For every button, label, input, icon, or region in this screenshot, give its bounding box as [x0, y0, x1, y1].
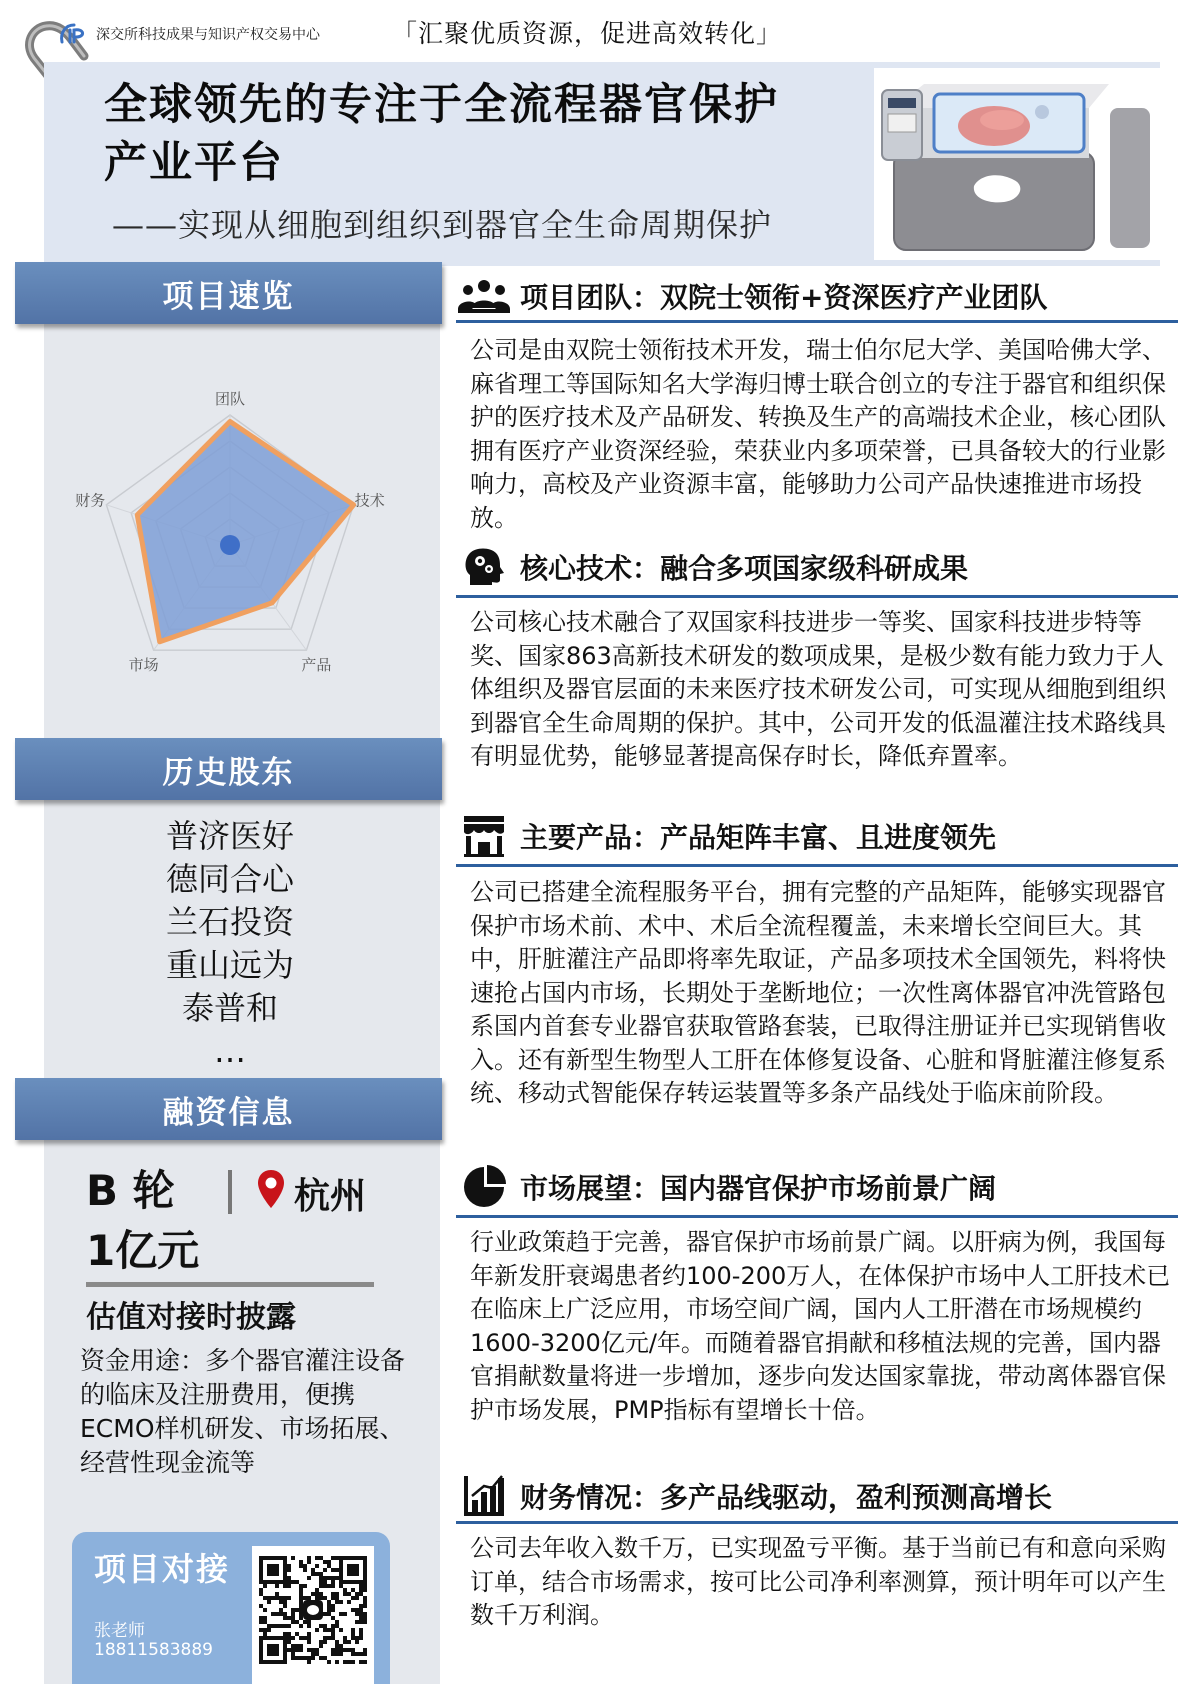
- shareholder-item: 重山远为: [165, 946, 294, 984]
- shareholder-more: …: [214, 1032, 246, 1070]
- section-underline: [456, 1521, 1178, 1524]
- section-body: 行业政策趋于完善，器官保护市场前景广阔。以肝病为例，我国每年新发肝衰竭患者约100-200万人，在体保护市场中人工肝技术已在临床上广泛应用，市场空间广阔，国内人工肝潜在市场规模约1600-3200亿元/年。而随着器官捐献和移植法规的完善，国内器官捐献数量将进一步增加，逐步向发达国家靠拢，带动离体器官保护市场发展，PMP指标有望增长十倍。: [470, 1228, 1171, 1424]
- qr-code-icon: [255, 1550, 371, 1680]
- team-icon: [456, 274, 512, 318]
- section-finance-header: [456, 1472, 1176, 1520]
- location-city: 杭州: [294, 1176, 367, 1217]
- shareholder-item: 泰普和: [181, 989, 278, 1027]
- hero-banner: [44, 62, 1160, 266]
- bar-chart-icon: [456, 1474, 512, 1518]
- section-underline: [456, 1215, 1178, 1218]
- financing-ribbon: 融资信息: [15, 1078, 442, 1140]
- org-name: 深交所科技成果与知识产权交易中心: [96, 27, 320, 43]
- fund-use: 资金用途：多个器官灌注设备的临床及注册费用，便携ECMO样机研发、市场拓展、经营性现金流等: [80, 1346, 406, 1477]
- brain-gear-icon: [456, 545, 512, 589]
- shareholder-item: 兰石投资: [165, 903, 294, 941]
- title-line-1: 全球领先的专注于全流程器官保护: [104, 80, 779, 130]
- org-header: [58, 20, 320, 48]
- radar-chart: [60, 370, 400, 680]
- section-underline: [456, 864, 1178, 867]
- page-title: [104, 76, 779, 192]
- radar-axis-label: 产品: [301, 655, 332, 674]
- slogan: 「汇聚优质资源，促进高效转化」: [392, 19, 783, 48]
- store-icon: [456, 814, 512, 858]
- shareholder-list: [44, 815, 416, 1073]
- radar-series-area: [137, 422, 353, 642]
- shareholders-ribbon: 历史股东: [15, 738, 442, 800]
- radar-axis-label: 技术: [354, 491, 385, 510]
- contact-name: 张老师: [94, 1621, 145, 1641]
- section-products-header: [456, 812, 1176, 860]
- title-line-2: 产业平台: [104, 138, 284, 188]
- overview-ribbon: 项目速览: [15, 262, 442, 324]
- contact-card: [72, 1532, 390, 1684]
- page-subtitle: ——实现从细胞到组织到器官全生命周期保护: [112, 206, 773, 244]
- section-tech-header: [456, 543, 1176, 591]
- section-title: 财务情况：多产品线驱动，盈利预测高增长: [520, 1481, 1053, 1514]
- location-pin-icon: [256, 1168, 286, 1210]
- radar-center-dot: [220, 535, 240, 555]
- radar-axis-label: 市场: [128, 655, 159, 674]
- wechat-qr-code[interactable]: [252, 1546, 374, 1684]
- radar-axis-label: 财务: [75, 491, 106, 510]
- shareholder-item: 德同合心: [165, 860, 294, 898]
- szse-logo-icon: [58, 22, 88, 46]
- contact-title: 项目对接: [94, 1550, 231, 1588]
- section-body: 公司是由双院士领衔技术开发，瑞士伯尔尼大学、美国哈佛大学、麻省理工等国际知名大学海归博士联合创立的专注于器官和组织保护的医疗技术及产品研发、转换及生产的高端技术企业，核心团队拥有医疗产业资深经验，荣获业内多项荣誉，已具备较大的行业影响力，高校及产业资源丰富，能够助力公司产品快速推进市场投放。: [470, 336, 1166, 532]
- section-body: 公司已搭建全流程服务平台，拥有完整的产品矩阵，能够实现器官保护市场术前、术中、术后全流程覆盖，未来增长空间巨大。其中，肝脏灌注产品即将率先取证，产品多项技术全国领先，料将快速抢占国内市场，长期处于垄断地位；一次性离体器官冲洗管路包系国内首套专业器官获取管路套装，已取得注册证并已实现销售收入。还有新型生物型人工肝在体修复设备、心脏和肾脏灌注修复系统、移动式智能保存转运装置等多条产品线处于临床前阶段。: [470, 878, 1166, 1107]
- section-body: 公司去年收入数千万，已实现盈亏平衡。基于当前已有和意向采购订单，结合市场需求，按可比公司净利率测算，预计明年可以产生数千万利润。: [470, 1534, 1166, 1629]
- section-body: 公司核心技术融合了双国家科技进步一等奖、国家科技进步特等奖、国家863高新技术研发的数项成果，是极少数有能力致力于人体组织及器官层面的未来医疗技术研发公司，可实现从细胞到组织到器官全生命周期的保护。其中，公司开发的低温灌注技术路线具有明显优势，能够显著提高保存时长，降低弃置率。: [470, 608, 1166, 770]
- pie-chart-icon: [456, 1165, 512, 1209]
- contact-phone[interactable]: 18811583889: [94, 1640, 213, 1660]
- section-underline: [456, 320, 1178, 323]
- section-title: 市场展望：国内器官保护市场前景广阔: [520, 1172, 997, 1205]
- section-title: 项目团队：双院士领衔+资深医疗产业团队: [520, 281, 1048, 314]
- section-market-header: [456, 1163, 1176, 1211]
- valuation-note: 估值对接时披露: [86, 1300, 296, 1335]
- section-title: 主要产品：产品矩阵丰富、且进度领先: [520, 821, 997, 854]
- financing-amount: 1亿元: [86, 1226, 200, 1275]
- financing-round: B 轮: [86, 1166, 175, 1215]
- shareholder-item: 普济医好: [165, 817, 294, 855]
- radar-axis-label: 团队: [214, 390, 246, 409]
- divider: [86, 1282, 374, 1287]
- section-underline: [456, 595, 1178, 598]
- section-title: 核心技术：融合多项国家级科研成果: [520, 552, 969, 585]
- organ-perfusion-device-image: [874, 68, 1164, 260]
- divider: [228, 1170, 232, 1214]
- section-team-header: [456, 272, 1176, 320]
